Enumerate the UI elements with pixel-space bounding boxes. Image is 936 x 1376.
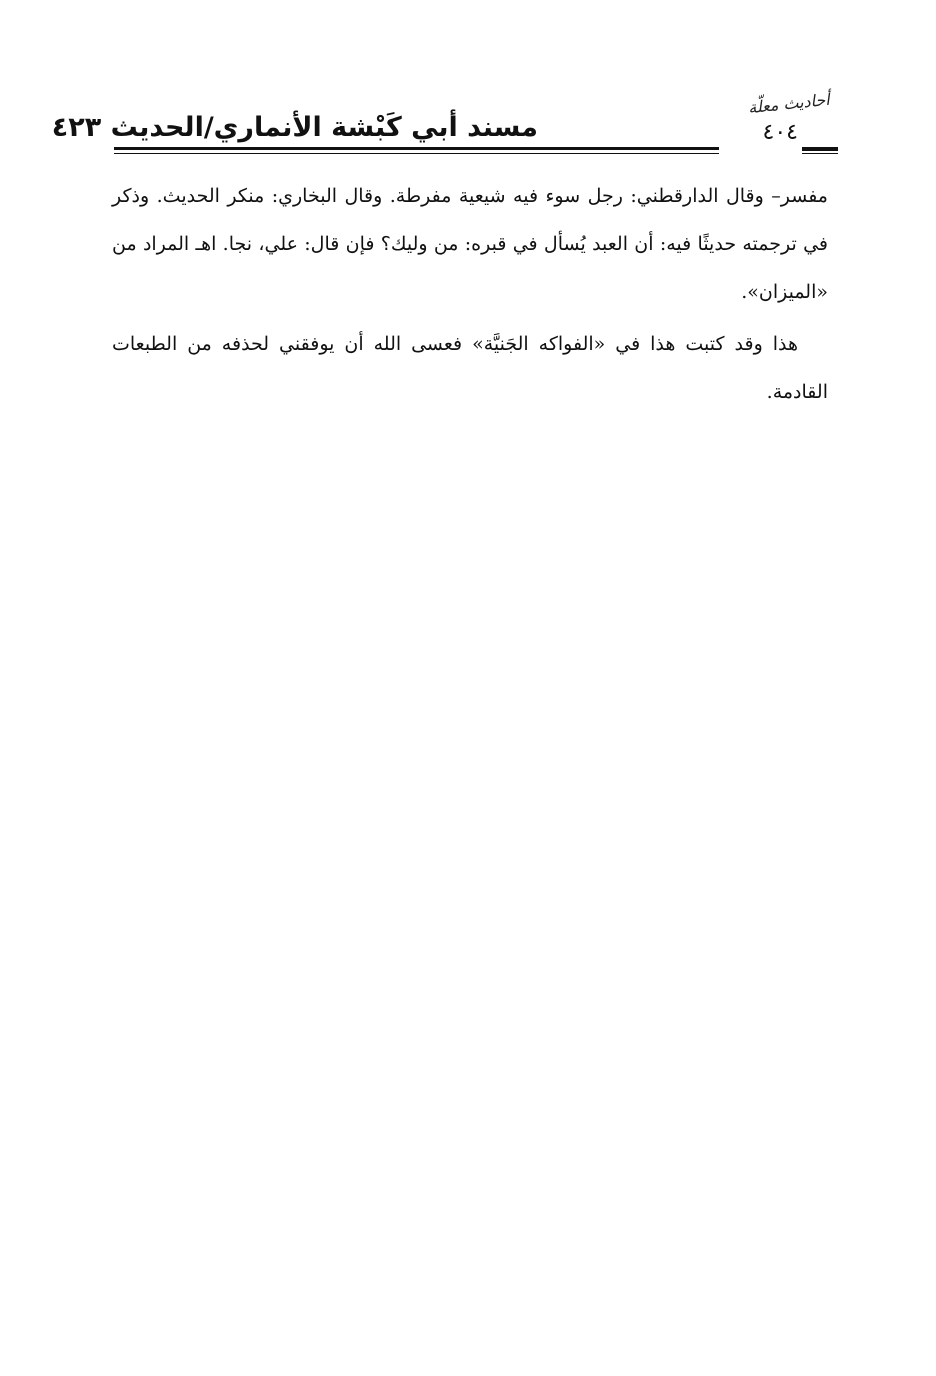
body-text <box>112 172 828 416</box>
page-header <box>51 89 838 162</box>
page-number-rule-thick <box>802 147 838 151</box>
header-rule-thick <box>114 147 719 150</box>
page-number: ٤٠٤ <box>762 120 798 145</box>
header-rule-thin <box>114 153 719 154</box>
handwritten-note: أحاديث معلّة <box>747 89 831 118</box>
paragraph-2: هذا وقد كتبت هذا في «الفواكه الجَنيَّة» فعسى الله أن يوفقني لحذفه من الطبعات القادمة. <box>112 333 828 403</box>
running-title: مسند أبي كَبْشة الأنماري/الحديث ٤٢٣ <box>51 112 538 143</box>
paragraph-1: مفسر– وقال الدارقطني: رجل سوء فيه شيعية مفرطة. وقال البخاري: منكر الحديث. وذكر في ترجمته حديثًا فيه: أن العبد يُسأل في قبره: من وليك؟ فإن قال: علي، نجا. اهـ المراد من «الميزان». <box>112 185 828 303</box>
page-number-rule-thin <box>802 153 838 154</box>
